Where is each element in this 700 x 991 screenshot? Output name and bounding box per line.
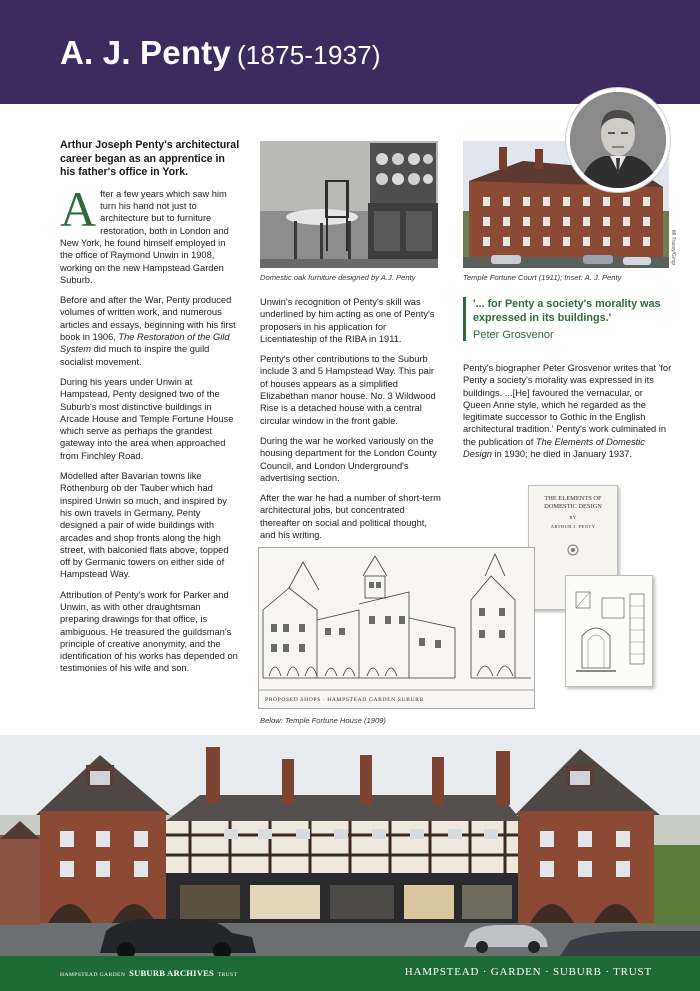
- body-paragraph-1: [60, 180, 240, 286]
- furniture-photo: [260, 141, 438, 268]
- body-paragraph-2: [60, 294, 240, 368]
- footer-left-post: TRUST: [217, 972, 238, 978]
- caption-furniture: Domestic oak furniture designed by A.J. Penty: [260, 273, 416, 282]
- book-author: ARTHUR J. PENTY: [550, 524, 596, 529]
- body-paragraph-4: Modelled after Bavarian towns like Rothenburg ob der Tauber which had inspired Unwin so much, and inspired by his own travels in Germany, Penty designed a pair of wide buildings with arcades and shop fronts along the high street, with balconied flats above, topped off by Germanic towers on either side of Hampstead Way.: [60, 471, 229, 580]
- mid-paragraph-4: After the war he had a number of short-term architectural jobs, but concentrated thereafter on social and political thought, and his writing.: [260, 493, 441, 541]
- right-paragraph: [463, 362, 673, 460]
- pull-quote-text: '... for Penty a society's morality was expressed in its buildings.': [473, 298, 661, 324]
- mid-paragraph-3: During the war he worked variously on the housing department for the London County Council, and London Underground's advertising section.: [260, 435, 437, 483]
- caption-temple-house: Below: Temple Fortune House (1909): [260, 716, 386, 725]
- book-title: THE ELEMENTS OF DOMESTIC DESIGN: [544, 495, 602, 510]
- drop-cap: A: [60, 180, 97, 237]
- book-emblem-icon: [566, 543, 580, 557]
- mid-paragraph-2: Penty's other contributions to the Suburb include 3 and 5 Hampstead Way. This pair of houses appears as a simplified Elizabethan manor house. No. 3 Wildwood Rise is a detached house with a central circular window in the front gable.: [260, 354, 436, 426]
- photo-credit: Ml Tracey/Gingr: [670, 230, 676, 266]
- temple-fortune-house-photo: [0, 735, 700, 956]
- column-left: [60, 139, 240, 683]
- column-middle: [260, 296, 444, 549]
- book-diagram-page: [565, 575, 653, 687]
- footer-left-pre: HAMPSTEAD GARDEN: [60, 972, 126, 978]
- title-years: (1875-1937): [236, 40, 381, 70]
- intro-paragraph: Arthur Joseph Penty's architectural career began as an apprentice in his father's office in York.: [60, 139, 240, 179]
- body-paragraph-2-b: did much to inspire the guild socialist movement.: [60, 344, 210, 367]
- column-right: [463, 362, 673, 468]
- caption-temple-court: Temple Fortune Court (1911); Inset: A. J. Penty: [463, 273, 622, 282]
- book-title-elements: The Elements of Domestic Design: [463, 436, 645, 460]
- footer-trust-logo: HAMPSTEAD · GARDEN · SUBURB · TRUST: [404, 966, 652, 978]
- pull-quote: [463, 297, 678, 341]
- title-name: A. J. Penty: [60, 34, 231, 71]
- book-title-gild: The Restoration of the Gild System: [60, 332, 230, 355]
- pull-quote-attribution: Peter Grosvenor: [473, 329, 554, 341]
- footer-bar: [0, 956, 700, 991]
- sketch-banner: PROPOSED SHOPS · HAMPSTEAD GARDEN SUBURB: [265, 697, 424, 703]
- penty-portrait: [566, 88, 670, 192]
- body-paragraph-2-a: Before and after the War, Penty produced volumes of written work, and numerous articles and essays, beginning with his first book in 1906,: [60, 295, 236, 343]
- body-paragraph-3: During his years under Unwin at Hampstead, Penty designed two of the Suburb's most distinctive buildings in Arcade House and Temple Fortune House which serve as perhaps the grandest gateway into the area when approached from Finchley Road.: [60, 376, 234, 461]
- body-paragraph-1-text: fter a few years which saw him turn his hand not just to architecture but to furniture restoration, both in London and New York, he found himself employed in the office of Raymond Unwin in 1908, working on the new Hampstead Garden Suburb.: [60, 188, 229, 285]
- right-paragraph-a: Penty's biographer Peter Grosvenor writes that 'for Penty a society's morality was expressed in its buildings. ...[He] favoured the vernacular, or Queen Anne style, which he regarded as the legitimate successor to Gothic in the English architectural tradition.' Penty's work culminated in the publication of: [463, 363, 672, 447]
- header-banner: [0, 0, 700, 104]
- footer-archives-logo: [60, 968, 237, 978]
- book-by: BY: [569, 515, 577, 520]
- footer-left-bold: SUBURB ARCHIVES: [129, 968, 215, 978]
- body-paragraph-5: Attribution of Penty's work for Parker and Unwin, as with other draughtsman preparing drawings for that office, is ambiguous. He treasured the guildsman's principle of creative anonymity, and the identification of his works has depended on testimonies of his wife and son.: [60, 589, 238, 674]
- temple-house-sketch: [258, 547, 535, 709]
- mid-paragraph-1: Unwin's recognition of Penty's skill was underlined by him acting as one of Penty's proposers in his application for Licentiateship of the RIBA in 1911.: [260, 297, 435, 344]
- page-title: [60, 34, 381, 72]
- right-paragraph-b: in 1930; he died in January 1937.: [491, 449, 633, 460]
